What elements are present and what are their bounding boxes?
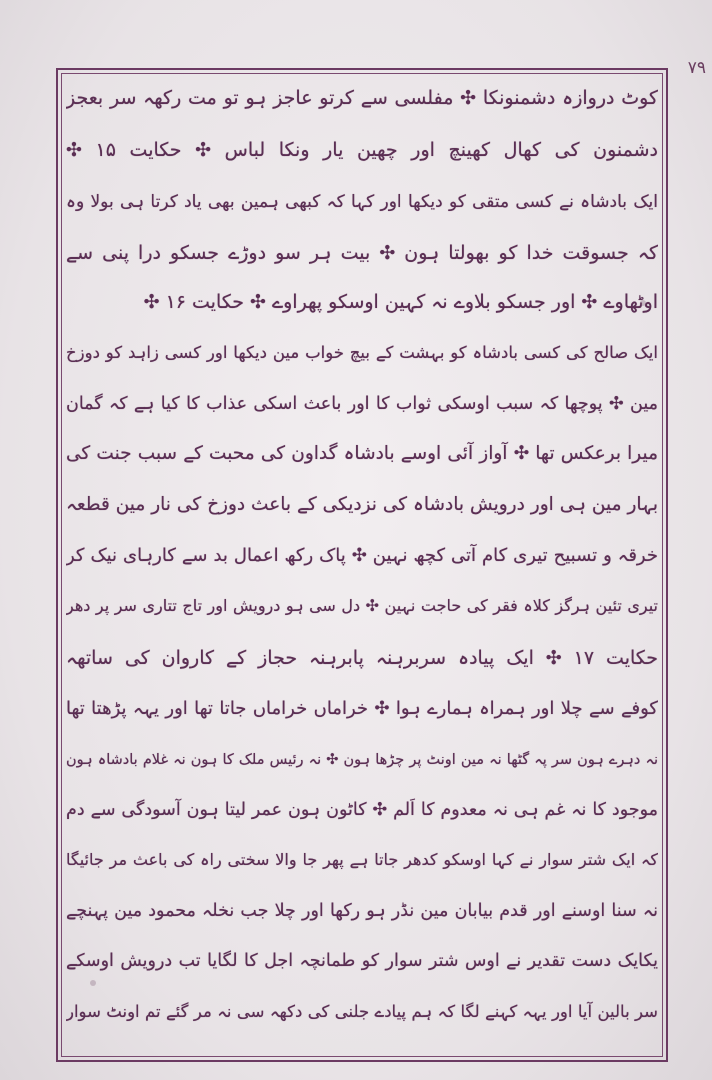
text-line-10: خرقہ و تسبیح تیری کام آتی کچھ نہین ✣ پاک رکھ اعمال بد سے کارہای نیک کر (66, 545, 658, 566)
text-line-7: مین ✣ پوچھا کہ سبب اوسکی ثواب کا اور باعث اسکی عذاب کا کیا ہے کہ گمان (66, 394, 658, 414)
text-line-16: کہ ایک شتر سوار نے کہا اوسکو کدھر جاتا ہے پھر جا والا سختی راہ کی باعث مر جائیگا (66, 850, 658, 869)
text-line-17: نہ سنا اوسنے اور قدم بیابان مین نڈر ہو رکھا اور چلا جب نخلہ محمود مین پہنچے (66, 901, 658, 921)
text-line-13: کوفے سے چلا اور ہمراہ ہمارے ہوا ✣ خراماں خراماں جاتا تھا اور یہہ پڑھتا تھا (66, 698, 658, 719)
text-line-5: اوٹھاوے ✣ اور جسکو بلاوے نہ کہین اوسکو پھراوے ✣ حکایت ۱۶ ✣ (143, 291, 658, 313)
text-line-19: سر بالین آیا اور یہہ کہنے لگا کہ ہم پیادے جلنی کی دکھہ سی نہ مر گئے تم اونٹ سوار (66, 1002, 658, 1021)
text-line-11: تیری تئین ہرگز کلاہ فقر کی حاجت نہین ✣ دل سی ہو درویش اور تاج تتاری سر پر دھر (66, 596, 658, 615)
text-line-2: دشمنون کی کھال کھینچ اور چھین یار ونکا لباس ✣ حکایت ۱۵ ✣ (66, 139, 658, 161)
text-line-9: بہار مین ہی اور درویش بادشاہ کی نزدیکی کے باعث دوزخ کی نار مین قطعہ (66, 494, 658, 515)
text-line-8: میرا برعکس تھا ✣ آواز آئی اوسے بادشاہ گداون کی محبت کے سبب جنت کی (66, 443, 658, 464)
text-line-1: کوٹ دروازہ دشمنونکا ✣ مفلسی سے کرتو عاجز ہو تو مت رکھہ سر بعجز (66, 87, 658, 109)
text-line-6: ایک صالح کی کسی بادشاہ کو بہشت کے بیچ خواب مین دیکھا اور کسی زاہد کو دوزخ (66, 343, 658, 362)
text-line-4: کہ جسوقت خدا کو بھولتا ہون ✣ بیت ہر سو دوڑے جسکو درا پنی سے (66, 242, 658, 264)
text-line-15: موجود کا نہ غم ہی نہ معدوم کا اَلم ✣ کاٹون ہون عمر لیتا ہون آسودگی سے دم (66, 800, 658, 820)
page-number: ۷۹ (687, 58, 706, 78)
ink-speck (90, 980, 96, 986)
text-line-14: نہ دہرے ہون سر پہ گٹھا نہ مین اونٹ پر چڑھا ہون ✣ نہ رئیس ملک کا ہون نہ غلام بادشاہ ہون (66, 752, 658, 768)
ink-speck (640, 300, 646, 306)
text-line-18: یکایک دست تقدیر نے اوس شتر سوار کو طمانچہ اجل کا لگایا تب درویش اوسکے (66, 951, 658, 971)
text-line-3: ایک بادشاہ نے کسی متقی کو دیکھا اور کہا کہ کبھی ہمین بھی یاد کرتا ہی بولا وہ (66, 192, 658, 212)
text-line-12: حکایت ۱۷ ✣ ایک پیادہ سربرہنہ پابرہنہ حجاز کے کاروان کی ساتھہ (66, 647, 658, 669)
manuscript-text (66, 80, 658, 1055)
